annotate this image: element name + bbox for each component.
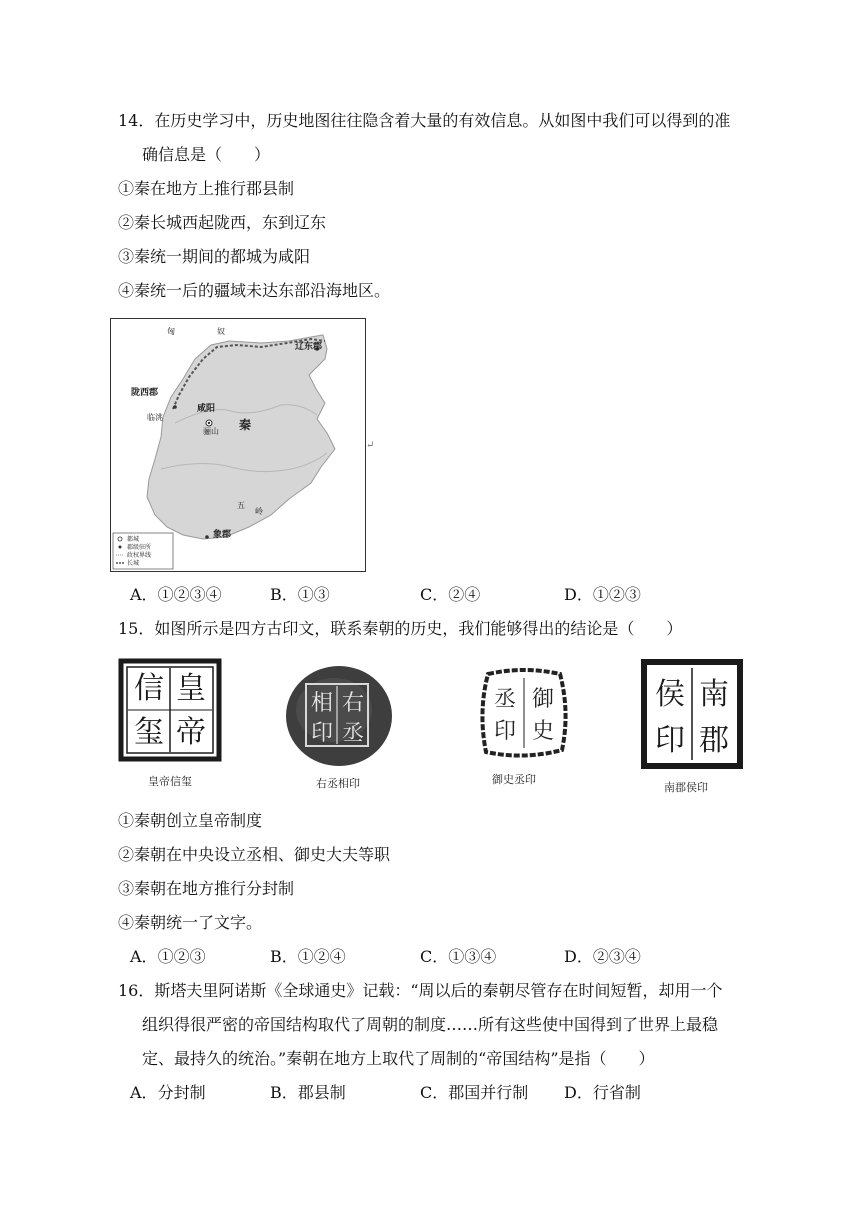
q15-statement-1: ①秦朝创立皇帝制度 bbox=[118, 811, 263, 830]
legend-commandery-symbol bbox=[119, 546, 122, 549]
seal-4-caption: 南郡侯印 bbox=[664, 781, 708, 794]
q16-option-c: C．郡国并行制 bbox=[420, 1083, 529, 1102]
q14-statement-1: ①秦在地方上推行郡县制 bbox=[118, 179, 295, 198]
seal-1-glyph-huang: 皇 bbox=[176, 671, 206, 706]
legend-label-wall: 长城 bbox=[127, 560, 140, 567]
seal-4-glyph-nan: 南 bbox=[699, 677, 729, 712]
xianyang-capital-dot bbox=[208, 422, 210, 424]
seal-4-glyph-hou: 侯 bbox=[655, 677, 685, 712]
map-label-xianyang: 咸阳 bbox=[197, 404, 216, 414]
q16-stem-line2: 组织得很严密的帝国结构取代了周朝的制度……所有这些使中国得到了世界上最稳 bbox=[142, 1015, 719, 1034]
q14-option-a: A．①②③④ bbox=[130, 585, 222, 604]
legend-label-border: 政权界线 bbox=[127, 552, 152, 559]
seal-2-graphic bbox=[284, 664, 394, 768]
q14-option-b: B．①③ bbox=[270, 585, 330, 604]
q15-option-b: B．①②④ bbox=[270, 947, 346, 966]
seal-1-glyph-xin: 信 bbox=[134, 671, 164, 706]
q14-stem-line1: 14．在历史学习中，历史地图往往隐含着大量的有效信息。从如图中我们可以得到的准 bbox=[118, 111, 731, 130]
return-mark: ↵ bbox=[366, 440, 375, 451]
seal-nanjun-hou-yin bbox=[640, 658, 744, 770]
seal-2-glyph-cheng: 丞 bbox=[341, 721, 365, 746]
map-label-wu: 五 bbox=[237, 501, 245, 510]
q16-option-a: A．分封制 bbox=[130, 1083, 206, 1102]
q15-statement-2: ②秦朝在中央设立丞相、御史大夫等职 bbox=[118, 845, 391, 864]
q14-statement-3: ③秦统一期间的都城为咸阳 bbox=[118, 247, 311, 266]
q14-option-c: C．②④ bbox=[420, 585, 481, 604]
xiangjun-marker bbox=[205, 535, 209, 539]
seal-2-caption: 右丞相印 bbox=[316, 777, 360, 790]
q15-option-a: A．①②③ bbox=[130, 947, 206, 966]
map-graphic bbox=[111, 319, 365, 571]
q14-stem-line2: 确信息是（ ） bbox=[142, 145, 271, 164]
map-label-lishan: 骊山 bbox=[203, 427, 219, 436]
seal-3-graphic bbox=[474, 664, 574, 762]
seal-1-graphic bbox=[118, 658, 222, 762]
seal-4-glyph-yin: 印 bbox=[655, 723, 685, 758]
seal-2-glyph-yin: 印 bbox=[310, 721, 334, 746]
map-label-qin: 秦 bbox=[239, 418, 252, 432]
seal-3-glyph-yin: 印 bbox=[493, 719, 517, 744]
seal-1-glyph-xi: 玺 bbox=[134, 715, 164, 750]
q15-statement-3: ③秦朝在地方推行分封制 bbox=[118, 879, 295, 898]
q16-stem-line3: 定、最持久的统治。”秦朝在地方上取代了周制的“帝国结构”是指（ ） bbox=[142, 1049, 655, 1068]
qin-territory-map bbox=[110, 318, 366, 572]
seal-2-glyph-xiang: 相 bbox=[310, 691, 334, 716]
q15-option-d: D．②③④ bbox=[564, 947, 641, 966]
q15-stem: 15．如图所示是四方古印文，联系秦朝的历史，我们能够得出的结论是（ ） bbox=[118, 619, 683, 638]
seal-you-chengxiang-yin bbox=[284, 664, 394, 768]
seal-4-graphic bbox=[640, 658, 744, 770]
q15-statement-4: ④秦朝统一了文字。 bbox=[118, 913, 263, 932]
seal-yushi-cheng-yin bbox=[474, 664, 574, 762]
q16-option-d: D．行省制 bbox=[564, 1083, 641, 1102]
q16-option-b: B．郡县制 bbox=[270, 1083, 346, 1102]
seal-3-caption: 御史丞印 bbox=[492, 773, 536, 786]
seal-1-caption: 皇帝信玺 bbox=[148, 775, 192, 788]
legend-label-capital: 都城 bbox=[127, 536, 140, 543]
q14-statement-4: ④秦统一后的疆域未达东部沿海地区。 bbox=[118, 281, 391, 300]
map-label-ling: 岭 bbox=[255, 507, 263, 516]
map-label-xiongnu-2: 奴 bbox=[217, 327, 225, 336]
legend-label-commandery: 郡级驻所 bbox=[127, 544, 152, 551]
q14-option-d: D．①②③ bbox=[564, 585, 641, 604]
map-label-lintao: 临洮 bbox=[147, 413, 163, 422]
seal-huangdi-xinxi bbox=[118, 658, 222, 762]
map-label-longxi: 陇西郡 bbox=[131, 388, 159, 398]
seal-2-glyph-you: 右 bbox=[341, 691, 365, 716]
seal-3-glyph-yu: 御 bbox=[531, 687, 555, 712]
seal-3-glyph-cheng: 丞 bbox=[493, 687, 517, 712]
legend-capital-symbol bbox=[118, 537, 122, 541]
q15-option-c: C．①③④ bbox=[420, 947, 497, 966]
map-label-xiangjun: 象郡 bbox=[213, 530, 232, 540]
map-label-xiongnu-1: 匈 bbox=[167, 327, 175, 336]
seal-1-glyph-di: 帝 bbox=[176, 715, 206, 750]
map-label-liaodong: 辽东郡 bbox=[295, 342, 323, 352]
seal-4-glyph-jun: 郡 bbox=[699, 723, 729, 758]
q14-statement-2: ②秦长城西起陇西，东到辽东 bbox=[118, 213, 327, 232]
longxi-marker bbox=[173, 405, 177, 409]
q16-stem-line1: 16．斯塔夫里阿诺斯《全球通史》记载：“周以后的秦朝尽管存在时间短暂，却用一个 bbox=[118, 981, 723, 1000]
seal-3-glyph-shi: 史 bbox=[531, 719, 555, 744]
